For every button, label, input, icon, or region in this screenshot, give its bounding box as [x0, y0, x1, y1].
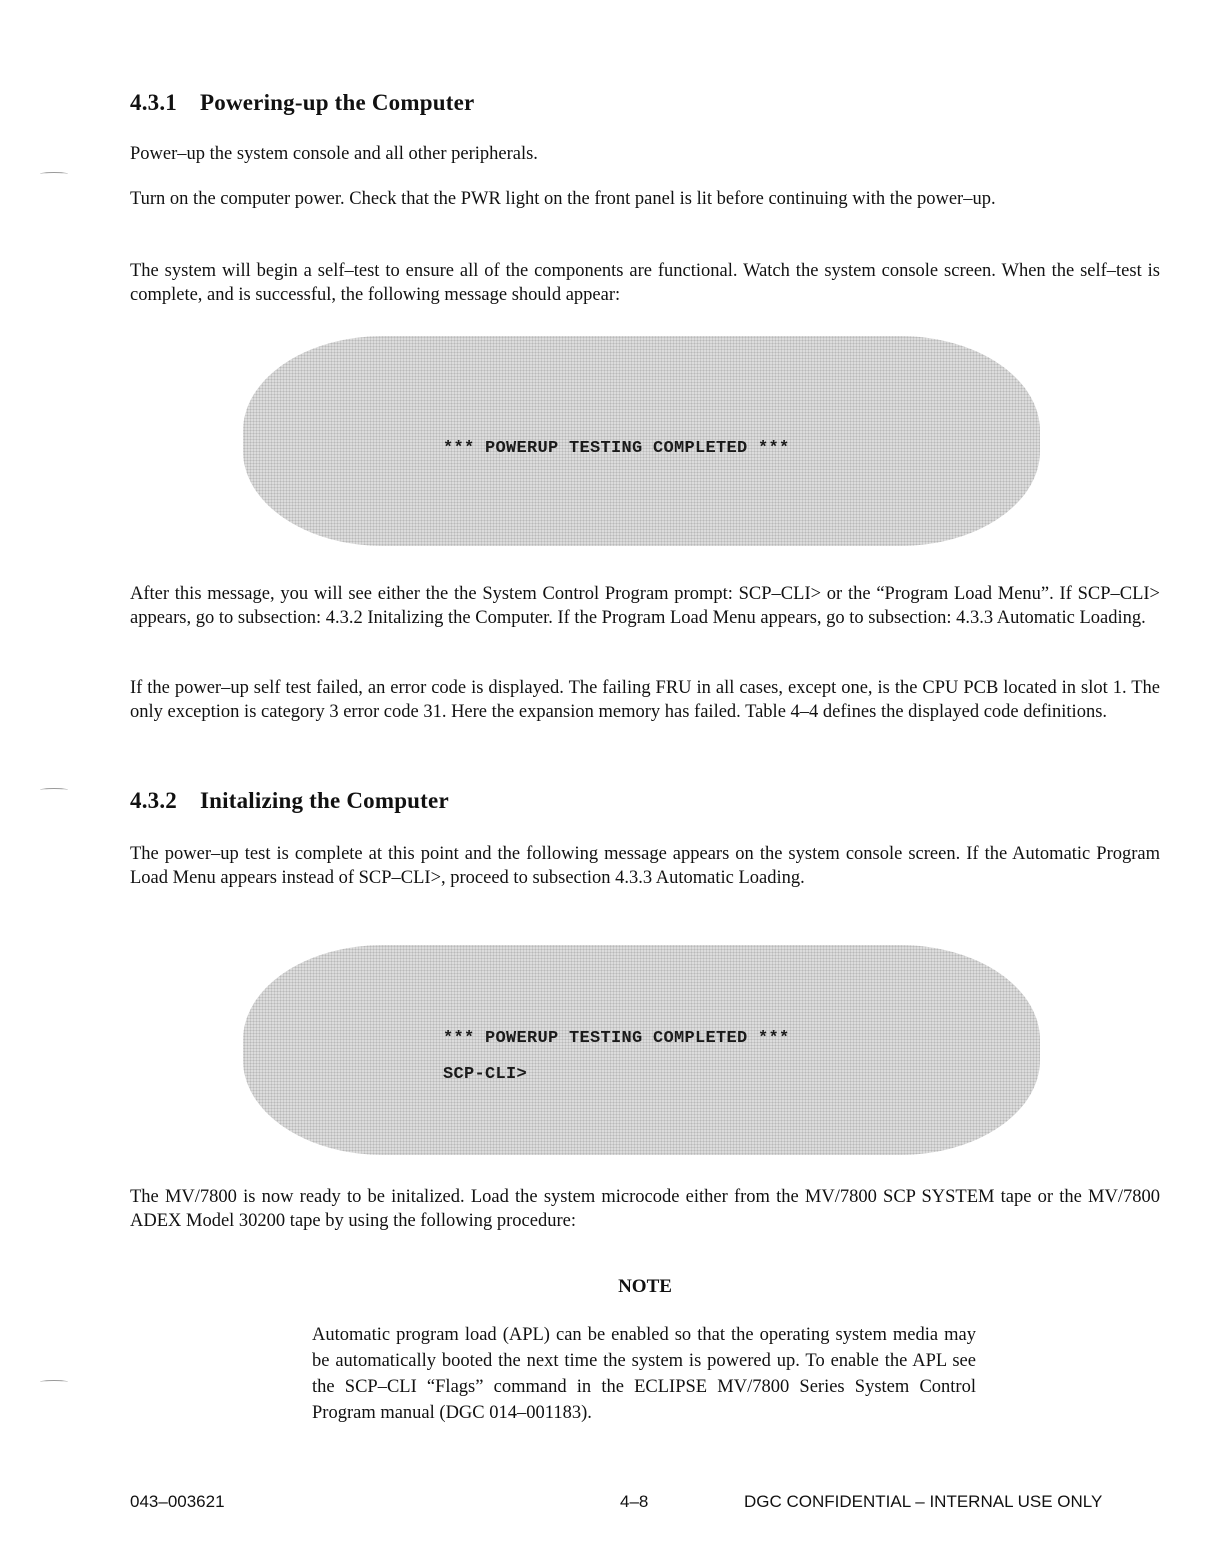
- console-prompt: SCP-CLI>: [443, 1065, 528, 1084]
- section-title: Initalizing the Computer: [200, 788, 449, 813]
- paragraph-self-test: The system will begin a self–test to ensure all of the components are functional. Watch the system console screen. When the self–test is complete, and is successful, the following message should appear:: [130, 261, 1160, 305]
- section-number: 4.3.1: [130, 90, 177, 115]
- footer-doc-number: 043–003621: [130, 1492, 225, 1511]
- margin-mark: [40, 172, 68, 176]
- paragraph-after-message: After this message, you will see either the the System Control Program prompt: SCP–CLI> or the “Program Load Menu”. If SCP–CLI> appears, go to subsection: 4.3.2 Initalizing the Computer. If the Program Load Menu appears, go to subsection: 4.3.3 Automatic Loading.: [130, 584, 1160, 628]
- footer-confidential: DGC CONFIDENTIAL – INTERNAL USE ONLY: [744, 1492, 1103, 1511]
- section-title: Powering-up the Computer: [200, 90, 475, 115]
- section-heading-4-3-1: [130, 90, 474, 116]
- paragraph-self-test-failed: If the power–up self test failed, an error code is displayed. The failing FRU in all cases, except one, is the CPU PCB located in slot 1. The only exception is category 3 error code 31. Here the expansion memory has failed. Table 4–4 defines the displayed code definitions.: [130, 678, 1160, 722]
- paragraph-power-up-complete: The power–up test is complete at this point and the following message appears on the system console screen. If the Automatic Program Load Menu appears instead of SCP–CLI>, proceed to subsection 4.3.3 Automatic Loading.: [130, 844, 1160, 888]
- paragraph-turn-on-power: Turn on the computer power. Check that the PWR light on the front panel is lit before continuing with the power–up.: [130, 189, 996, 209]
- paragraph-ready-to-initialize: The MV/7800 is now ready to be initalized. Load the system microcode either from the MV/7800 SCP SYSTEM tape or the MV/7800 ADEX Model 30200 tape by using the following procedure:: [130, 1187, 1160, 1231]
- footer-page-number: 4–8: [620, 1492, 649, 1511]
- margin-mark: [40, 1380, 68, 1384]
- section-heading-4-3-2: [130, 788, 449, 814]
- note-title: NOTE: [618, 1276, 672, 1297]
- note-body: Automatic program load (APL) can be enabled so that the operating system media may be automatically booted the next time the system is powered up. To enable the APL see the SCP–CLI “Flags” command in the ECLIPSE MV/7800 Series System Control Program manual (DGC 014–001183).: [312, 1325, 976, 1423]
- console-screen-1: [243, 336, 1040, 546]
- paragraph-power-up-console: Power–up the system console and all other peripherals.: [130, 144, 538, 164]
- console-message: *** POWERUP TESTING COMPLETED ***: [443, 439, 790, 458]
- console-screen-2: [243, 945, 1040, 1155]
- section-number: 4.3.2: [130, 788, 177, 813]
- margin-mark: [40, 788, 68, 792]
- console-message: *** POWERUP TESTING COMPLETED ***: [443, 1029, 790, 1048]
